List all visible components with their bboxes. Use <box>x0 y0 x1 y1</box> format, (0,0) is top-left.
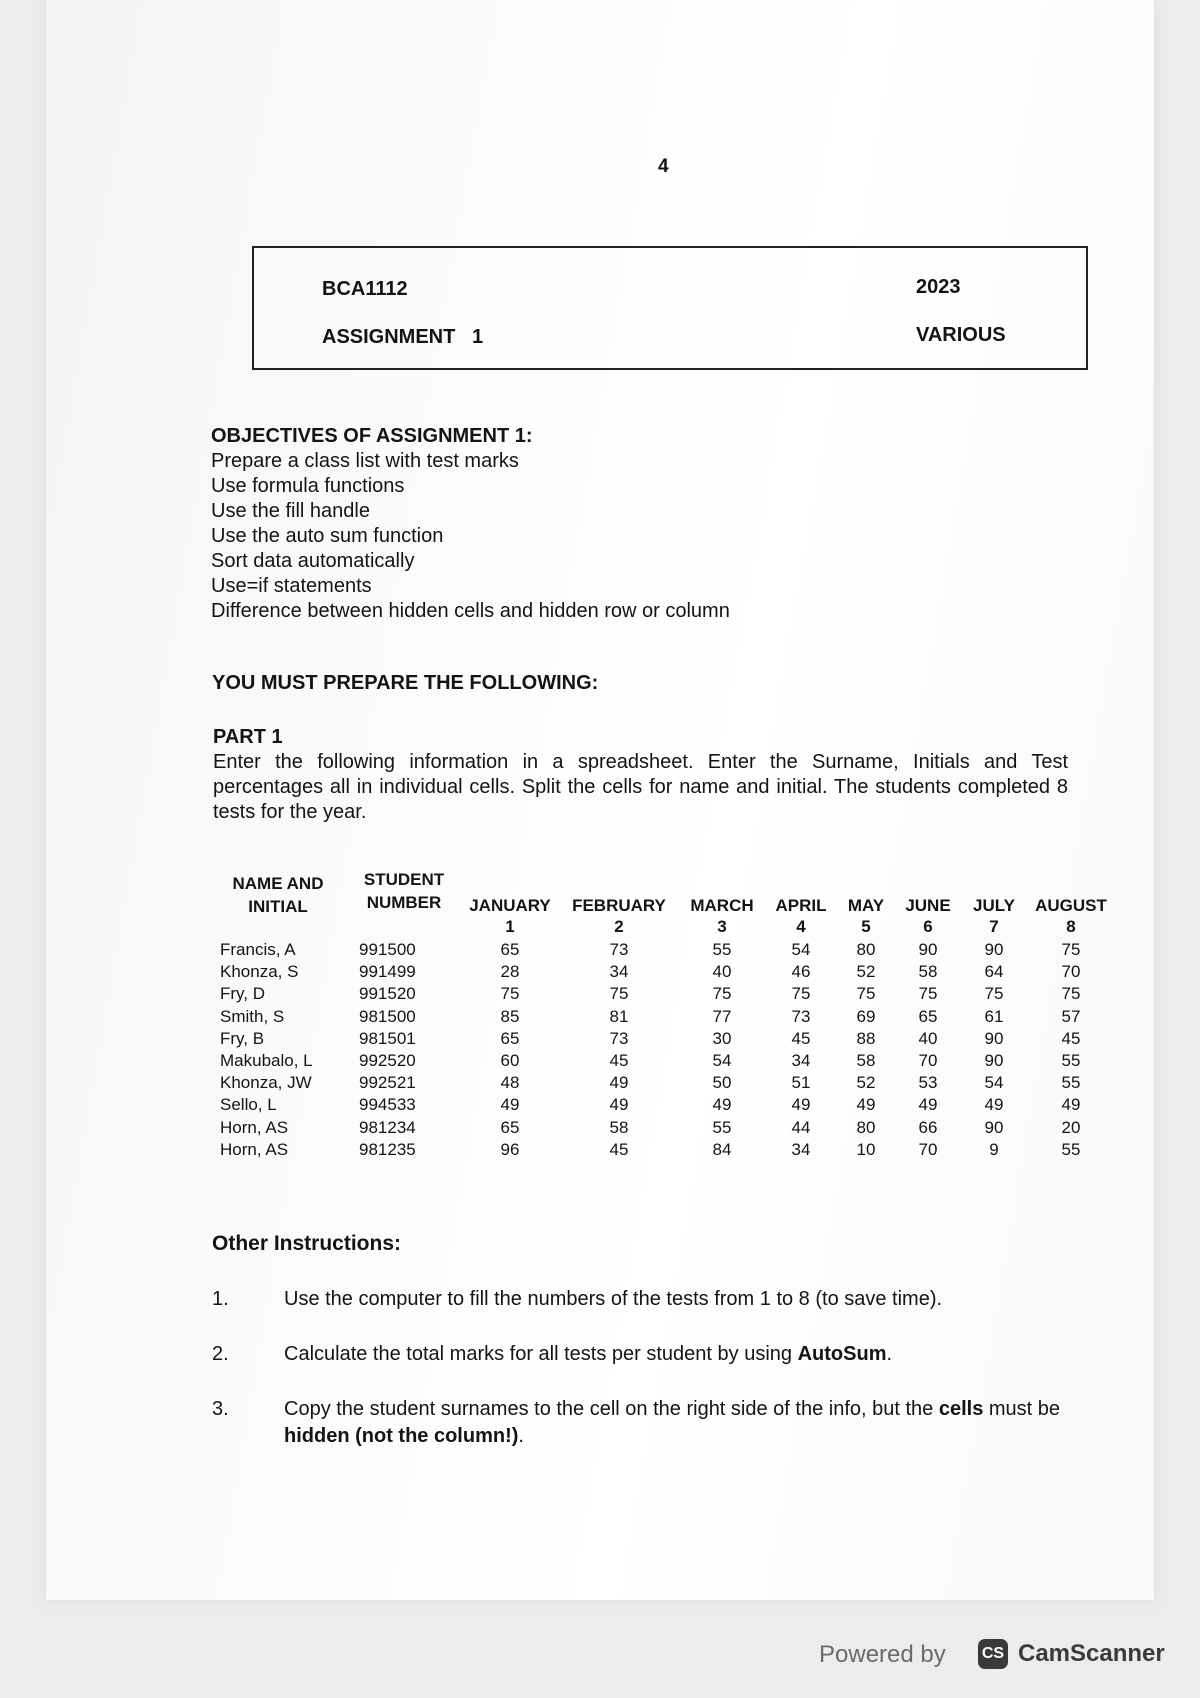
test-mark: 58 <box>609 1117 629 1137</box>
objectives-heading: OBJECTIVES OF ASSIGNMENT 1: <box>211 425 533 447</box>
test-mark: 49 <box>712 1095 732 1115</box>
test-mark: 46 <box>791 962 811 982</box>
student-number: 981235 <box>359 1139 416 1159</box>
student-number: 991520 <box>359 984 416 1004</box>
test-mark: 55 <box>1061 1139 1081 1159</box>
test-mark: 45 <box>609 1139 629 1159</box>
header-month: APRIL <box>775 896 827 915</box>
test-mark: 52 <box>856 962 876 982</box>
test-mark: 50 <box>712 1073 732 1093</box>
instruction-text: Use the computer to fill the numbers of the tests from 1 to 8 (to save time). <box>284 1288 943 1310</box>
test-mark: 65 <box>500 1028 520 1048</box>
test-mark: 9 <box>989 1139 999 1159</box>
test-mark: 90 <box>984 1028 1004 1048</box>
instruction-text-part: must be <box>983 1398 1061 1420</box>
header-name <box>226 872 330 918</box>
student-name: Sello, L <box>220 1095 277 1115</box>
table-row <box>214 1073 1114 1095</box>
test-mark: 77 <box>712 1006 732 1026</box>
test-mark: 30 <box>712 1028 732 1048</box>
instruction-text <box>284 1396 1104 1450</box>
test-mark: 49 <box>856 1095 876 1115</box>
test-mark: 70 <box>1061 962 1081 982</box>
test-mark: 40 <box>712 962 732 982</box>
test-mark: 80 <box>856 940 876 959</box>
header-test-number: 1 <box>505 917 515 936</box>
test-mark: 49 <box>791 1095 811 1115</box>
test-mark: 54 <box>984 1073 1004 1093</box>
test-mark: 49 <box>1061 1095 1081 1115</box>
header-month: JUNE <box>905 896 951 915</box>
various-label: VARIOUS <box>916 324 1006 346</box>
student-name: Smith, S <box>220 1006 285 1026</box>
student-number: 991499 <box>359 962 416 982</box>
test-mark: 55 <box>712 940 732 959</box>
test-mark: 44 <box>791 1117 811 1137</box>
test-mark: 10 <box>856 1139 876 1159</box>
test-mark: 55 <box>1061 1073 1081 1093</box>
instruction-text-part: Calculate the total marks for all tests per student by using <box>284 1343 798 1365</box>
header-number-line2: NUMBER <box>366 893 442 912</box>
test-mark: 28 <box>500 962 520 982</box>
header-number-line1: STUDENT <box>363 870 445 889</box>
test-mark: 69 <box>856 1006 876 1026</box>
camscanner-badge <box>968 1628 1178 1680</box>
test-mark: 52 <box>856 1073 876 1093</box>
test-mark: 75 <box>856 984 876 1004</box>
test-mark: 45 <box>609 1051 629 1070</box>
test-mark: 20 <box>1061 1117 1081 1137</box>
test-mark: 55 <box>1061 1051 1081 1070</box>
table-row <box>214 984 1114 1006</box>
test-mark: 73 <box>791 1006 811 1026</box>
test-mark: 49 <box>918 1095 938 1115</box>
powered-by-label: Powered by <box>819 1641 946 1668</box>
test-mark: 49 <box>984 1095 1004 1115</box>
test-mark: 55 <box>712 1117 732 1137</box>
objective-item: Use=if statements <box>211 575 372 597</box>
camscanner-brand: CamScanner <box>1018 1640 1165 1667</box>
student-name: Khonza, JW <box>220 1073 312 1093</box>
header-test-number: 2 <box>614 917 624 936</box>
student-number: 981501 <box>359 1028 416 1048</box>
instruction-text-part: . <box>518 1425 524 1447</box>
part1-heading: PART 1 <box>213 726 283 748</box>
header-month: JANUARY <box>469 896 551 915</box>
instruction-number: 2. <box>212 1343 229 1365</box>
student-number: 981234 <box>359 1117 416 1137</box>
test-mark: 75 <box>1061 940 1081 959</box>
student-number: 992520 <box>359 1051 416 1070</box>
objective-item: Use the fill handle <box>211 500 370 522</box>
test-mark: 75 <box>500 984 520 1004</box>
table-row <box>214 940 1114 962</box>
test-mark: 40 <box>918 1028 938 1048</box>
header-name-line1: NAME AND <box>232 874 324 893</box>
header-test-number: 3 <box>717 917 727 936</box>
test-mark: 85 <box>500 1006 520 1026</box>
test-mark: 57 <box>1061 1006 1081 1026</box>
test-mark: 75 <box>609 984 629 1004</box>
year: 2023 <box>916 276 961 298</box>
header-name-line2: INITIAL <box>248 897 308 916</box>
test-mark: 54 <box>791 940 811 959</box>
header-box <box>252 246 1088 370</box>
test-mark: 75 <box>791 984 811 1004</box>
test-mark: 75 <box>1061 984 1081 1004</box>
test-mark: 70 <box>918 1051 938 1070</box>
instruction-text <box>284 1341 1104 1368</box>
student-number: 992521 <box>359 1073 416 1093</box>
test-mark: 60 <box>500 1051 520 1070</box>
header-test-number: 5 <box>861 917 871 936</box>
test-mark: 75 <box>984 984 1004 1004</box>
table-row <box>214 1140 1114 1162</box>
header-month: MARCH <box>690 896 754 915</box>
camscanner-logo-icon: CS <box>978 1639 1008 1669</box>
test-mark: 80 <box>856 1117 876 1137</box>
page-number: 4 <box>658 156 669 177</box>
instruction-bold-part: AutoSum <box>797 1343 887 1365</box>
table-row <box>214 1029 1114 1051</box>
test-mark: 65 <box>500 1117 520 1137</box>
test-mark: 34 <box>609 962 629 982</box>
table-row <box>214 1118 1114 1140</box>
test-mark: 84 <box>712 1139 732 1159</box>
test-mark: 88 <box>856 1028 876 1048</box>
test-mark: 48 <box>500 1073 520 1093</box>
student-name: Horn, AS <box>220 1117 289 1137</box>
header-month: JULY <box>973 896 1015 915</box>
student-name: Horn, AS <box>220 1139 289 1159</box>
objective-item: Sort data automatically <box>211 550 415 572</box>
header-number <box>354 868 454 914</box>
student-name: Fry, B <box>220 1028 265 1048</box>
header-month: AUGUST <box>1035 896 1107 915</box>
test-mark: 45 <box>1061 1028 1081 1048</box>
student-name: Khonza, S <box>220 962 299 982</box>
test-mark: 49 <box>609 1073 629 1093</box>
test-mark: 90 <box>984 940 1004 959</box>
objectives-section <box>211 424 730 624</box>
test-mark: 75 <box>918 984 938 1004</box>
instruction-number: 3. <box>212 1398 229 1420</box>
other-instructions-heading: Other Instructions: <box>212 1232 402 1255</box>
test-mark: 53 <box>918 1073 938 1093</box>
student-number: 981500 <box>359 1006 416 1026</box>
test-mark: 51 <box>791 1073 811 1093</box>
header-month: MAY <box>847 896 885 915</box>
test-mark: 90 <box>984 1051 1004 1070</box>
objective-item: Use formula functions <box>211 475 405 497</box>
test-mark: 58 <box>918 962 938 982</box>
header-test-number: 8 <box>1066 917 1076 936</box>
header-test-number: 4 <box>796 917 806 936</box>
test-mark: 49 <box>609 1095 629 1115</box>
test-mark: 73 <box>609 940 629 959</box>
test-mark: 73 <box>609 1028 629 1048</box>
test-mark: 65 <box>918 1006 938 1026</box>
instruction-text-part: Copy the student surnames to the cell on the right side of the info, but the <box>284 1398 939 1420</box>
student-number: 991500 <box>359 940 416 959</box>
course-code: BCA1112 <box>322 278 408 300</box>
header-test-number: 7 <box>989 917 999 936</box>
student-number: 994533 <box>359 1095 416 1115</box>
objective-item: Difference between hidden cells and hidden row or column <box>211 600 730 622</box>
objective-item: Prepare a class list with test marks <box>211 450 519 472</box>
test-mark: 61 <box>984 1006 1004 1026</box>
student-name: Makubalo, L <box>220 1051 313 1070</box>
table-row <box>214 1095 1114 1117</box>
test-mark: 58 <box>856 1051 876 1070</box>
table-row <box>214 962 1114 984</box>
student-name: Fry, D <box>220 984 266 1004</box>
objective-item: Use the auto sum function <box>211 525 444 547</box>
student-name: Francis, A <box>220 940 296 959</box>
instruction-bold-part: hidden (not the column!) <box>284 1425 519 1447</box>
test-mark: 54 <box>712 1051 732 1070</box>
instruction-text-part: . <box>886 1343 893 1365</box>
instruction-bold-part: cells <box>938 1398 984 1420</box>
table-row <box>214 1051 1114 1073</box>
assignment-label: ASSIGNMENT 1 <box>322 326 484 348</box>
test-mark: 70 <box>918 1139 938 1159</box>
test-mark: 81 <box>609 1006 629 1026</box>
instruction-number: 1. <box>212 1288 229 1310</box>
test-mark: 34 <box>791 1051 811 1070</box>
test-mark: 34 <box>791 1139 811 1159</box>
header-month: FEBRUARY <box>572 896 666 915</box>
test-mark: 45 <box>791 1028 811 1048</box>
test-mark: 75 <box>712 984 732 1004</box>
test-mark: 65 <box>500 940 520 959</box>
part1-text: Enter the following information in a spreadsheet. Enter the Surname, Initials and Test percentages all in individual cells. Split the cells for name and initial. The students completed 8 tests for the year. <box>213 751 1068 823</box>
must-prepare-heading: YOU MUST PREPARE THE FOLLOWING: <box>212 672 599 694</box>
test-mark: 90 <box>984 1117 1004 1137</box>
header-test-number: 6 <box>923 917 933 936</box>
test-mark: 64 <box>984 962 1004 982</box>
test-mark: 66 <box>918 1117 938 1137</box>
test-mark: 90 <box>918 940 938 959</box>
table-row <box>214 1007 1114 1029</box>
test-mark: 49 <box>500 1095 520 1115</box>
test-mark: 96 <box>500 1139 520 1159</box>
